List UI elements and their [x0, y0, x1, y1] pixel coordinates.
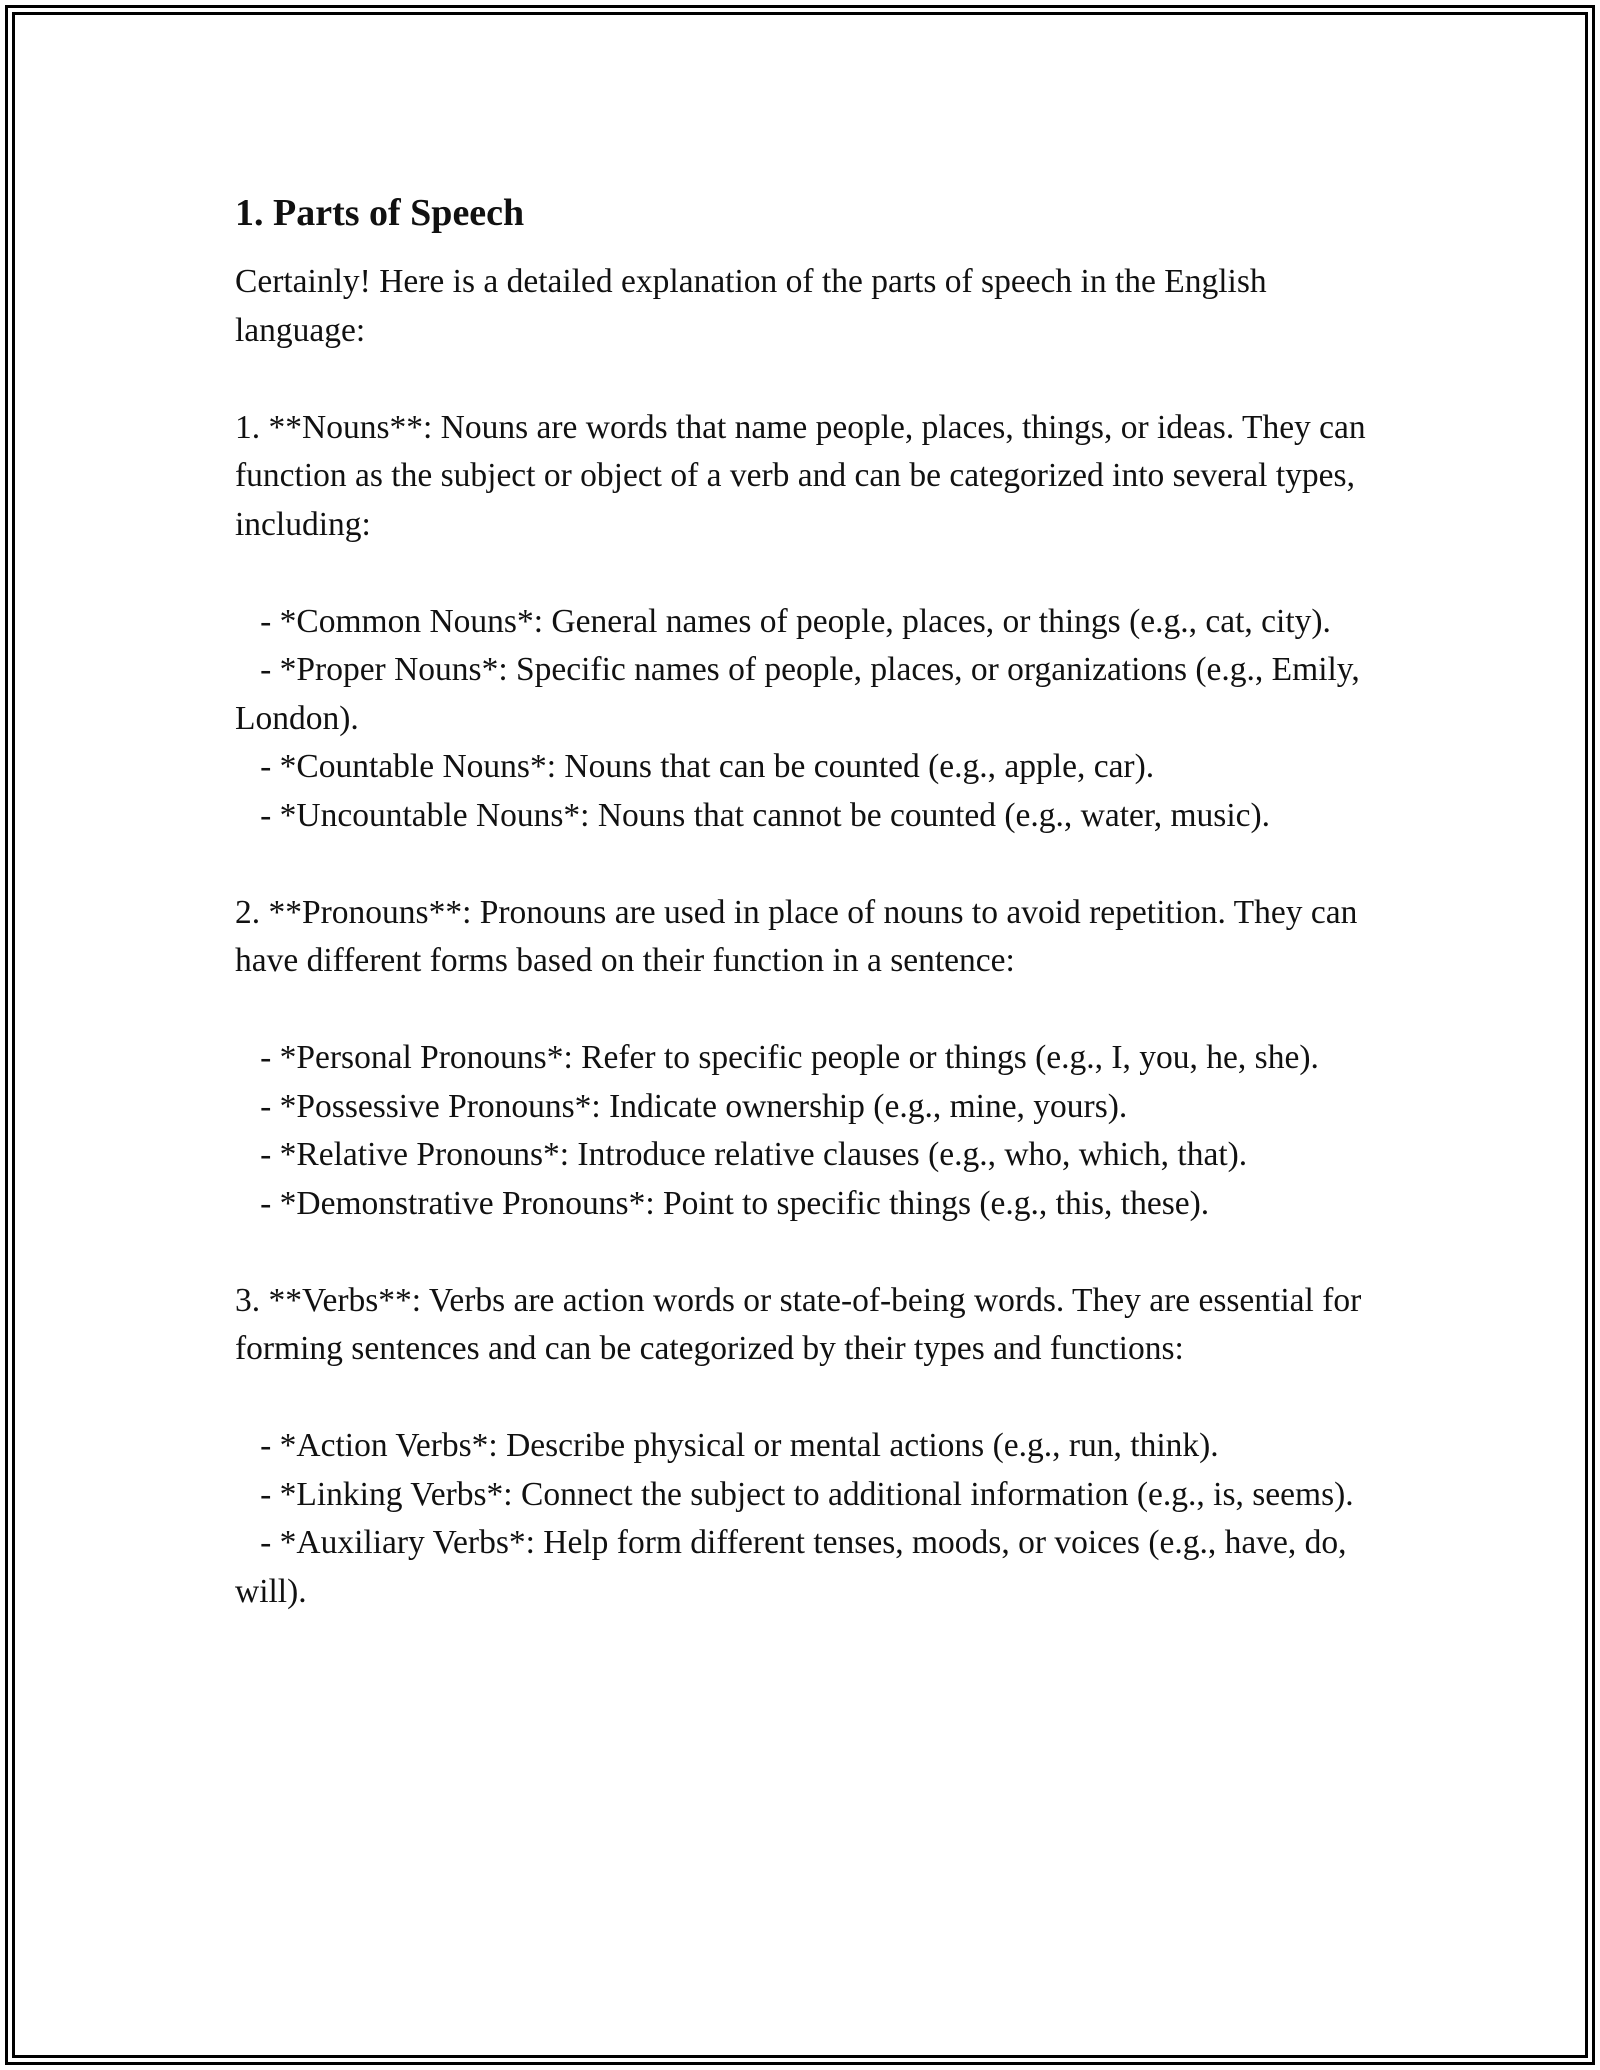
- nouns-heading: 1. **Nouns**: Nouns are words that name people, places, things, or ideas. They can function as the subject or object of a verb and can be categorized into several types, including:: [235, 408, 1375, 543]
- list-item-possessive-pronouns: - *Possessive Pronouns*: Indicate ownership (e.g., mine, yours).: [235, 1087, 1128, 1125]
- list-item-uncountable-nouns: - *Uncountable Nouns*: Nouns that cannot be counted (e.g., water, music).: [235, 796, 1271, 834]
- paragraph-gap: [235, 840, 1385, 889]
- paragraph-gap: [235, 1228, 1385, 1277]
- document-body: [235, 188, 1385, 1616]
- verbs-heading: 3. **Verbs**: Verbs are action words or state-of-being words. They are essential for forming sentences and can be categorized by their types and functions:: [235, 1281, 1370, 1367]
- paragraph-gap: [235, 355, 1385, 404]
- pronouns-heading: 2. **Pronouns**: Pronouns are used in place of nouns to avoid repetition. They can have different forms based on their function in a sentence:: [235, 893, 1366, 979]
- list-item-relative-pronouns: - *Relative Pronouns*: Introduce relative clauses (e.g., who, which, that).: [235, 1136, 1248, 1173]
- paragraph-gap: [235, 1374, 1385, 1423]
- list-item-auxiliary-verbs: - *Auxiliary Verbs*: Help form different tenses, moods, or voices (e.g., have, do, will).: [235, 1524, 1355, 1610]
- list-item-action-verbs: - *Action Verbs*: Describe physical or mental actions (e.g., run, think).: [235, 1427, 1219, 1464]
- list-item-countable-nouns: - *Countable Nouns*: Nouns that can be counted (e.g., apple, car).: [235, 748, 1155, 785]
- list-item-linking-verbs: - *Linking Verbs*: Connect the subject to additional information (e.g., is, seems).: [235, 1475, 1354, 1513]
- list-item-personal-pronouns: - *Personal Pronouns*: Refer to specific people or things (e.g., I, you, he, she).: [235, 1039, 1319, 1076]
- paragraph-gap: [235, 549, 1385, 598]
- paragraph-gap: [235, 986, 1385, 1035]
- list-item-proper-nouns: - *Proper Nouns*: Specific names of people, places, or organizations (e.g., Emily, London).: [235, 651, 1369, 737]
- list-item-demonstrative-pronouns: - *Demonstrative Pronouns*: Point to specific things (e.g., this, these).: [235, 1184, 1210, 1222]
- list-item-common-nouns: - *Common Nouns*: General names of people, places, or things (e.g., cat, city).: [235, 602, 1331, 640]
- intro-paragraph: Certainly! Here is a detailed explanation of the parts of speech in the English language:: [235, 263, 1276, 349]
- section-title: 1. Parts of Speech: [235, 192, 525, 234]
